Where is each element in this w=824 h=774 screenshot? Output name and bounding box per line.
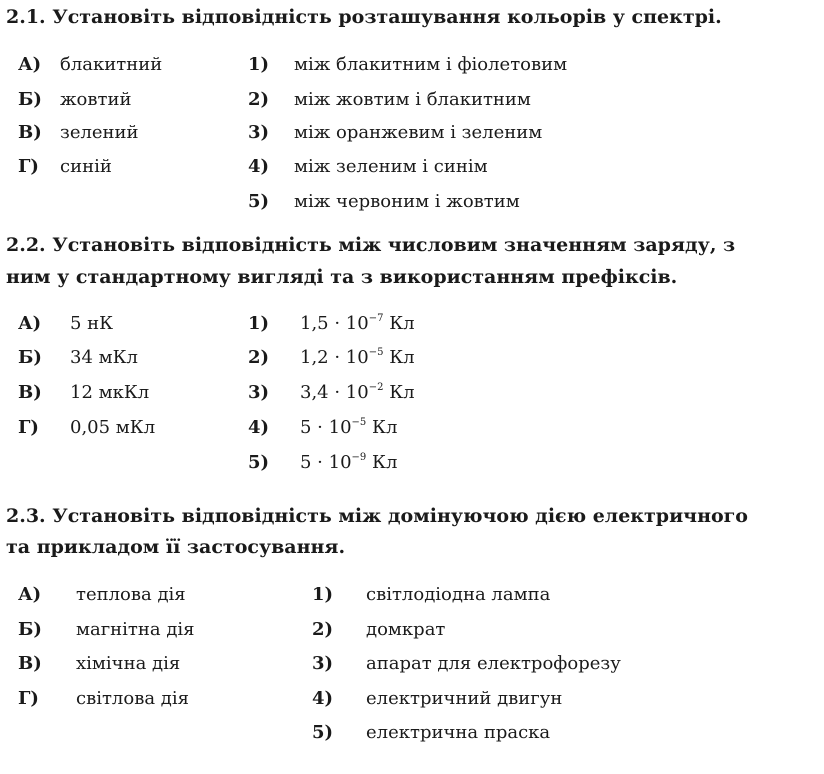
option-key: В): [18, 122, 42, 143]
option-text: електрична праска: [366, 722, 551, 743]
exponent: −9: [351, 452, 367, 463]
option-key: Г): [18, 417, 39, 438]
unit: Кл: [389, 347, 415, 368]
option-key: 1): [312, 584, 334, 605]
option-text: між червоним і жовтим: [294, 191, 520, 212]
option-key: 2): [248, 89, 270, 110]
option-text: між жовтим і блакитним: [294, 89, 531, 110]
mantissa: 1,2 · 10: [300, 347, 369, 368]
option-text: між оранжевим і зеленим: [294, 122, 543, 143]
option-text: зелений: [60, 122, 139, 143]
option-key: 3): [312, 653, 334, 674]
task-2-1-title: 2.1. Установіть відповідність розташування кольорів у спектрі.: [6, 6, 722, 28]
option-text: електричний двигун: [366, 688, 563, 709]
option-text: 12 мкКл: [70, 382, 150, 403]
option-key: 5): [312, 722, 334, 743]
option-text: між блакитним і фіолетовим: [294, 54, 568, 75]
task-2-2-title-line-1: 2.2. Установіть відповідність між числовим значенням заряду, з: [6, 234, 736, 256]
mantissa: 5 · 10: [300, 452, 352, 473]
option-text: 34 мКл: [70, 347, 138, 368]
option-key: 4): [248, 156, 270, 177]
option-key: 1): [248, 313, 270, 334]
option-key: В): [18, 653, 42, 674]
unit: Кл: [372, 452, 398, 473]
option-key: Б): [18, 89, 42, 110]
option-key: 3): [248, 382, 270, 403]
option-text: теплова дія: [76, 584, 186, 605]
option-text: світлова дія: [76, 688, 189, 709]
option-text: [300, 448, 397, 478]
exponent: −2: [368, 382, 384, 393]
option-text: світлодіодна лампа: [366, 584, 551, 605]
option-key: 2): [248, 347, 270, 368]
option-text: блакитний: [60, 54, 163, 75]
option-text: домкрат: [366, 619, 446, 640]
option-text: синій: [60, 156, 112, 177]
option-text: 0,05 мКл: [70, 417, 156, 438]
task-2-2-title-line-2: ним у стандартному вигляді та з використанням префіксів.: [6, 266, 678, 288]
mantissa: 3,4 · 10: [300, 382, 369, 403]
option-text: апарат для електрофорезу: [366, 653, 621, 674]
option-key: Г): [18, 688, 39, 709]
option-text: магнітна дія: [76, 619, 195, 640]
mantissa: 1,5 · 10: [300, 313, 369, 334]
option-text: [300, 343, 415, 373]
option-key: В): [18, 382, 42, 403]
option-key: А): [18, 584, 42, 605]
option-text: хімічна дія: [76, 653, 181, 674]
option-key: Г): [18, 156, 39, 177]
option-text: [300, 378, 415, 408]
option-key: Б): [18, 347, 42, 368]
exponent: −7: [368, 313, 384, 324]
option-key: 4): [248, 417, 270, 438]
option-key: А): [18, 313, 42, 334]
option-key: 5): [248, 452, 270, 473]
option-key: Б): [18, 619, 42, 640]
exponent: −5: [368, 347, 384, 358]
exponent: −5: [351, 417, 367, 428]
option-key: 5): [248, 191, 270, 212]
unit: Кл: [389, 313, 415, 334]
task-2-3-title-line-2: та прикладом її застосування.: [6, 536, 346, 558]
unit: Кл: [372, 417, 398, 438]
option-text: жовтий: [60, 89, 132, 110]
option-text: між зеленим і синім: [294, 156, 488, 177]
task-2-3-title-line-1: 2.3. Установіть відповідність між домінуючою дією електричного: [6, 505, 748, 527]
option-text: [300, 309, 415, 339]
option-key: 4): [312, 688, 334, 709]
option-text: [300, 413, 397, 443]
option-key: А): [18, 54, 42, 75]
option-key: 2): [312, 619, 334, 640]
unit: Кл: [389, 382, 415, 403]
option-text: 5 нК: [70, 313, 114, 334]
mantissa: 5 · 10: [300, 417, 352, 438]
option-key: 3): [248, 122, 270, 143]
option-key: 1): [248, 54, 270, 75]
